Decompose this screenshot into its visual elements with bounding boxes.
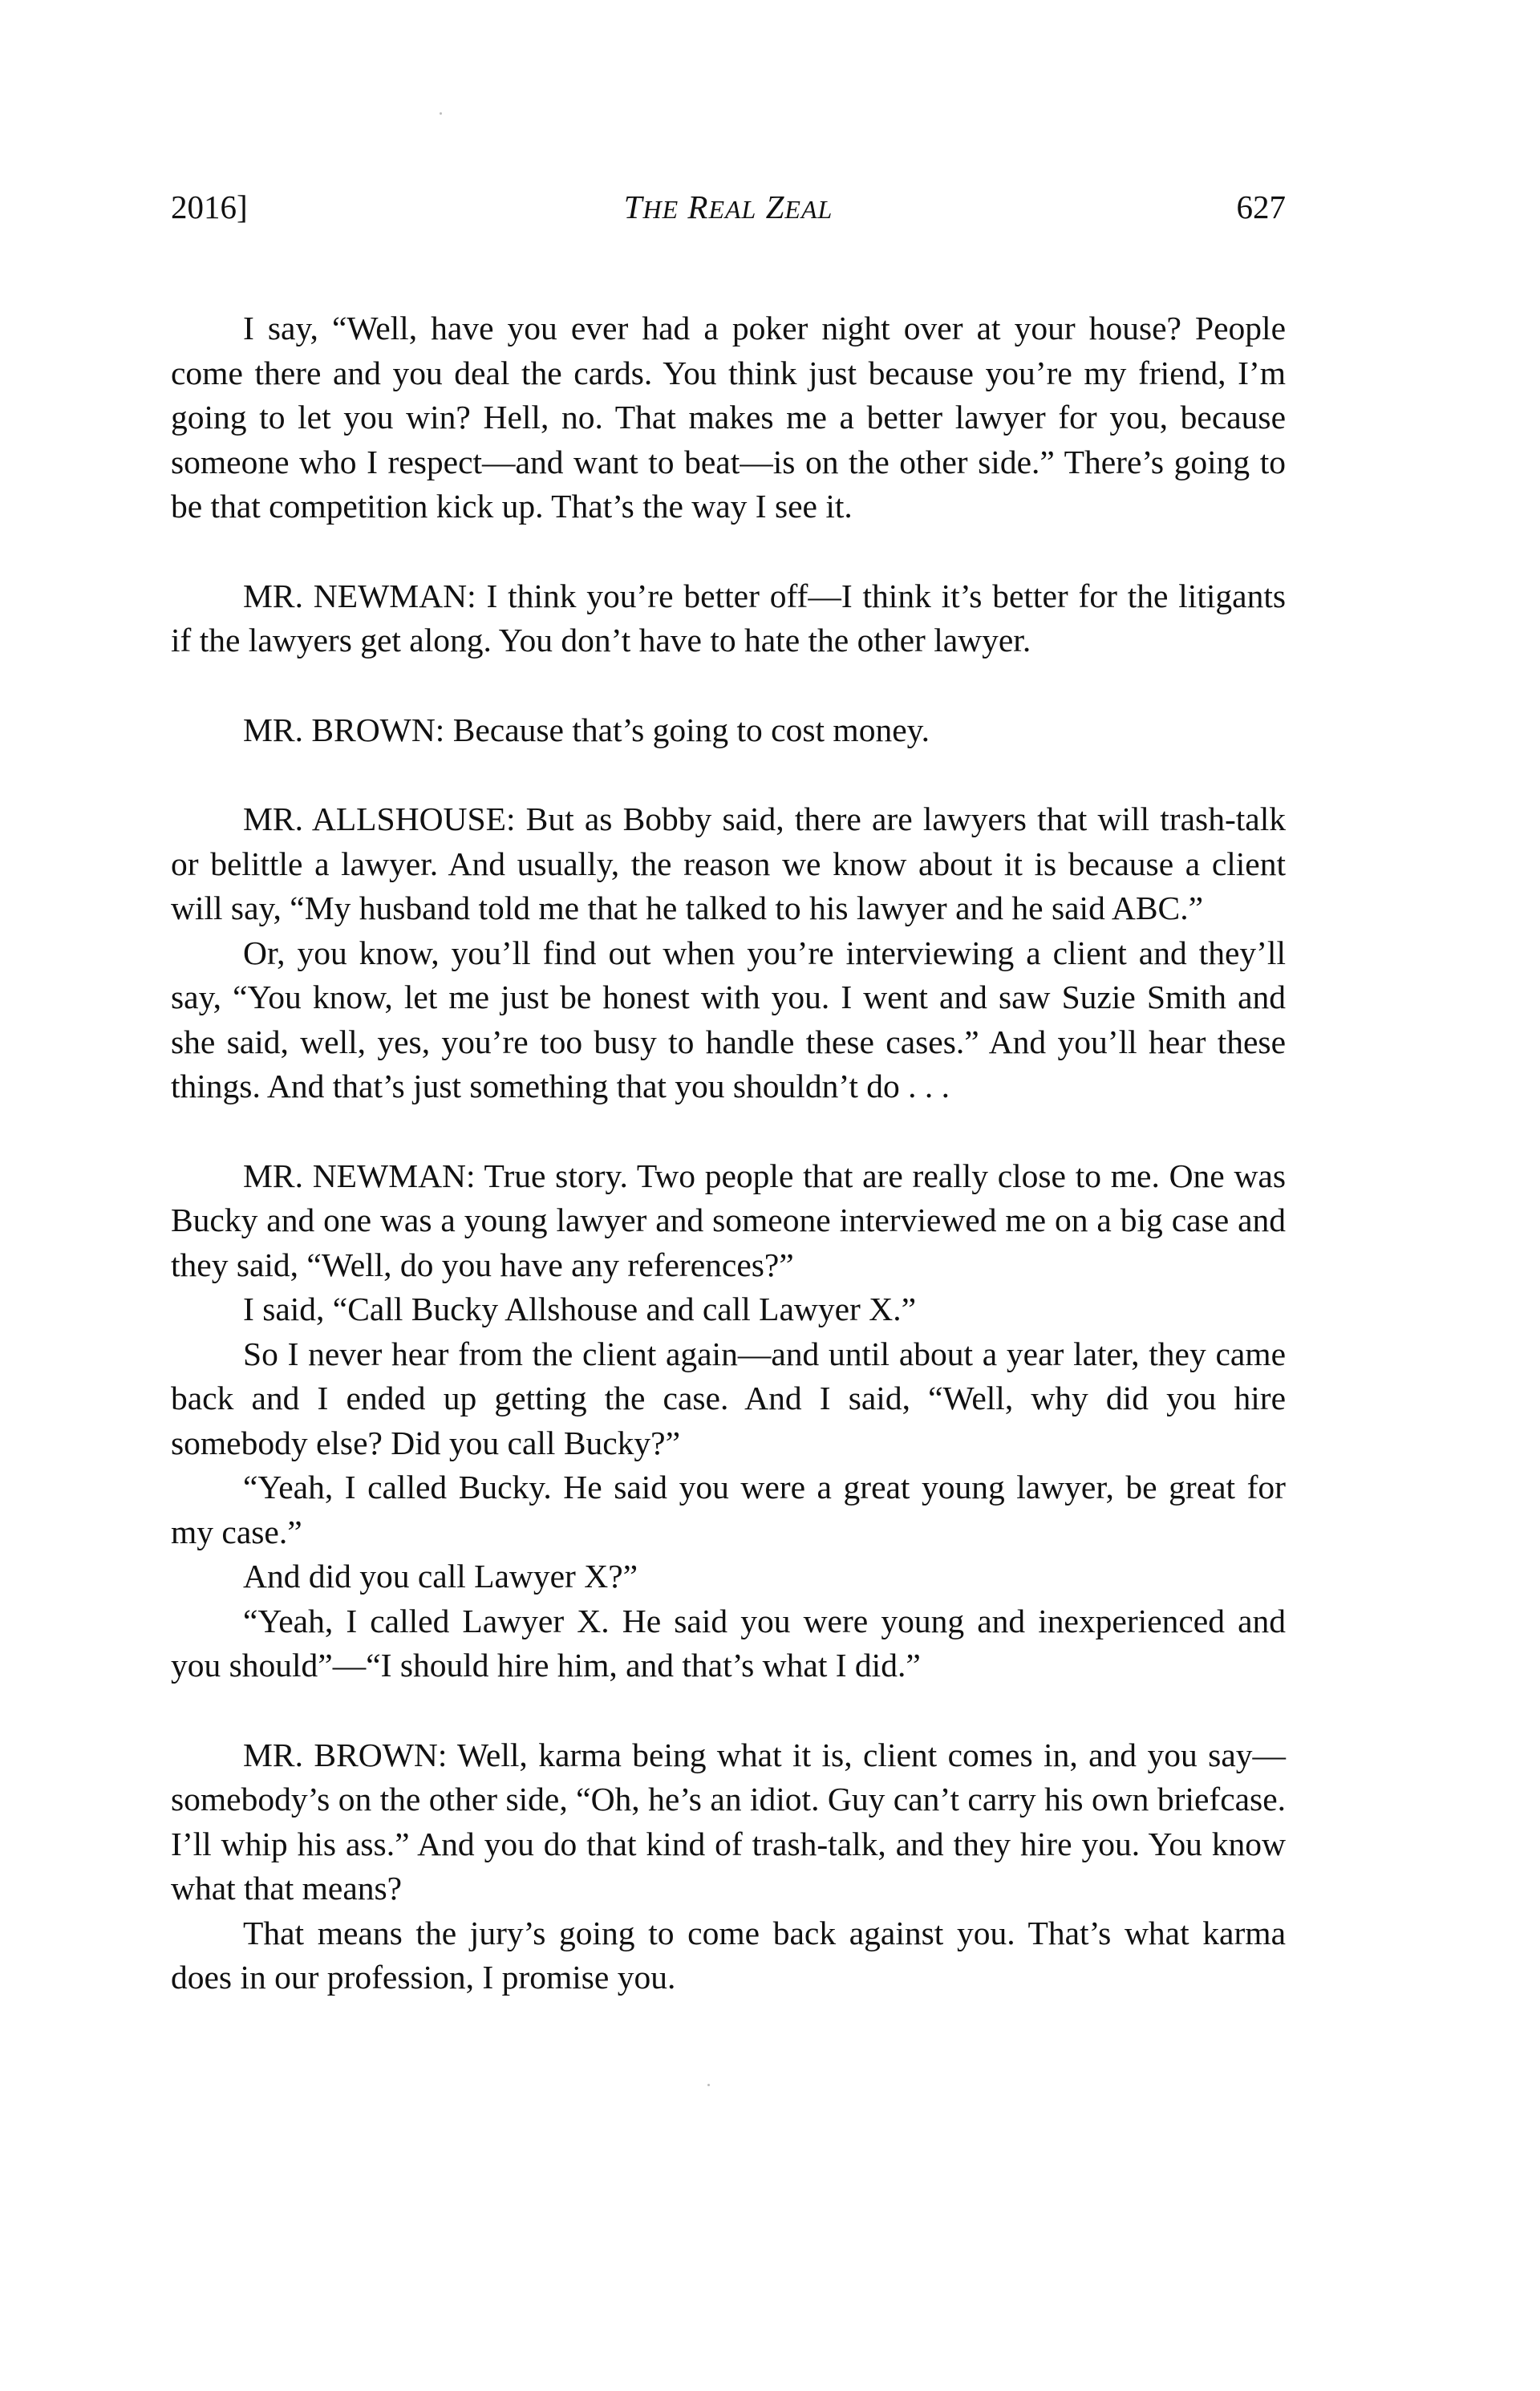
paragraph: MR. BROWN: Well, karma being what it is, client comes in, and you say—somebody’s on the other side, “Oh, he’s an idiot. Guy can’t carry his own briefcase. I’ll whip his ass.” And you do that kind of trash-talk, and they hire you. You know what that means? — [171, 1736, 1286, 1907]
paragraph: MR. NEWMAN: I think you’re better off—I think it’s better for the litigants if the lawyers get along. You don’t have to hate the other lawyer. — [171, 577, 1286, 659]
paragraph: MR. NEWMAN: True story. Two people that are really close to me. One was Bucky and one was a young lawyer and someone interviewed me on a big case and they said, “Well, do you have any references?” — [171, 1157, 1286, 1283]
volume-year: 2016] — [171, 188, 248, 225]
scan-speck — [707, 2084, 710, 2086]
article-body — [171, 306, 1286, 2000]
article-title — [171, 183, 1286, 233]
paragraph: MR. BROWN: Because that’s going to cost money. — [243, 711, 930, 748]
paragraph: “Yeah, I called Bucky. He said you were a great young lawyer, be great for my case.” — [171, 1469, 1286, 1550]
paragraph: I said, “Call Bucky Allshouse and call Lawyer X.” — [243, 1291, 916, 1327]
paragraph: “Yeah, I called Lawyer X. He said you were young and inexperienced and you should”—“I should hire him, and that’s what I did.” — [171, 1602, 1286, 1684]
page-number: 627 — [1236, 188, 1286, 225]
article-title-text: THE REAL ZEAL — [623, 188, 833, 225]
paragraph: Or, you know, you’ll find out when you’re interviewing a client and they’ll say, “You know, let me just be honest with you. I went and saw Suzie Smith and she said, well, yes, you’re too busy to handle these cases.” And you’ll hear these things. And that’s just something that you shouldn’t do . . . — [171, 934, 1286, 1104]
scan-speck — [440, 112, 442, 115]
running-head — [171, 183, 1286, 231]
paragraph: And did you call Lawyer X?” — [243, 1558, 638, 1595]
paragraph: MR. ALLSHOUSE: But as Bobby said, there are lawyers that will trash-talk or belittle a lawyer. And usually, the reason we know about it is because a client will say, “My husband told me that he talked to his lawyer and he said ABC.” — [171, 800, 1286, 926]
paragraph: That means the jury’s going to come back against you. That’s what karma does in our profession, I promise you. — [171, 1914, 1286, 1996]
paragraph: I say, “Well, have you ever had a poker night over at your house? People come there and you deal the cards. You think just because you’re my friend, I’m going to let you win? Hell, no. That makes me a better lawyer for you, because someone who I respect—and want to beat—is on the other side.” There’s going to be that competition kick up. That’s the way I see it. — [171, 310, 1286, 525]
paragraph: So I never hear from the client again—and until about a year later, they came back and I ended up getting the case. And I said, “Well, why did you hire somebody else? Did you call Bucky?” — [171, 1335, 1286, 1461]
